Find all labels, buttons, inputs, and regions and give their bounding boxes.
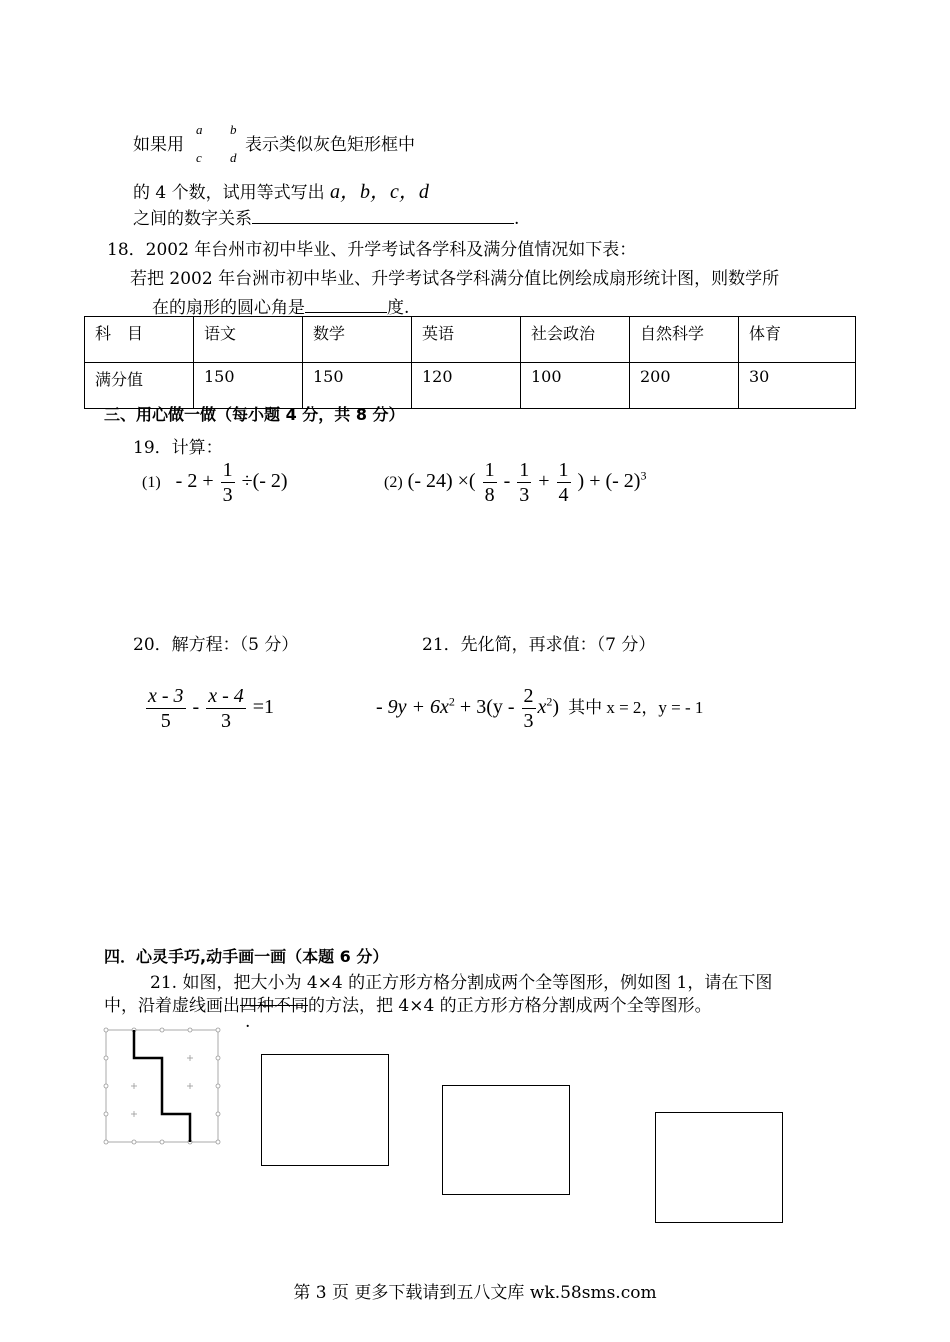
answer-grid-1[interactable] (261, 1054, 390, 1167)
q20-equation: $\frac{x - 3}{5}$ - $\frac{x - 4}{3}$ =1 (148, 685, 275, 732)
matrix-b: b (230, 122, 237, 137)
q21-line1: 21. 如图，把大小为 4×4 的正方形方格分割成两个全等图形，例如图 1，请在下图 (150, 973, 773, 993)
section4-title: 四．心灵手巧,动手画一画（本题 6 分） (104, 947, 389, 966)
q18-line1: 18．2002 年台州市初中毕业、升学考试各学科及满分值情况如下表： (107, 240, 637, 260)
section3-title: 三、用心做一做（每小题 4 分，共 8 分） (104, 405, 405, 424)
q21a-label: 21．先化简，再求值：（7 分） (422, 635, 656, 655)
table-cell: 社会政治 (521, 317, 630, 363)
matrix-a: a (196, 122, 203, 137)
matrix-c: c (196, 150, 202, 165)
table-cell: 200 (630, 363, 739, 409)
answer-grid-3[interactable] (655, 1112, 784, 1224)
table-cell: 科 目 (85, 317, 194, 363)
q17-line2: 的 4 个数，试用等式写出 a，b，c，d (133, 181, 429, 203)
table-cell: 语文 (194, 317, 303, 363)
table-header-row (85, 317, 856, 363)
page-footer: 第 3 页 更多下载请到五八文库 wk.58sms.com (293, 1283, 657, 1303)
fraction: $\frac{2}{3}$ (523, 685, 534, 732)
q18-line2: 若把 2002 年台洲市初中毕业、升学考试各学科满分值比例绘成扇形统计图，则数学所 (130, 269, 780, 289)
q19-label: 19．计算： (133, 438, 223, 458)
matrix-d: d (230, 150, 237, 165)
q17-line1: 如果用 (133, 135, 184, 155)
q17-vars: a，b，c，d (330, 181, 429, 203)
q21a-expression: - $9y + 6x^2 + 3(y$ - $\frac{2}{3}$ $x^2$) 其中 x = 2，y = - 1 (376, 685, 704, 732)
table-cell: 满分值 (85, 363, 194, 409)
table-cell: 数学 (303, 317, 412, 363)
example-figure (103, 1027, 223, 1145)
table-cell: 150 (303, 363, 412, 409)
fraction: $\frac{x - 3}{5}$ (148, 685, 184, 732)
q21-line2: 中，沿着虚线画出四种不同的方法，把 4×4 的正方形方格分割成两个全等图形。 (104, 996, 712, 1016)
q19-part1: (1) - 2 + $\frac{1}{3}$ ÷(- 2) (142, 459, 288, 506)
table-cell: 30 (739, 363, 856, 409)
table-cell: 100 (521, 363, 630, 409)
q17-line1-suffix: 表示类似灰色矩形框中 (245, 135, 415, 155)
example-cut-path (134, 1030, 190, 1142)
q20-label: 20．解方程：（5 分） (133, 635, 299, 655)
fraction: $\frac{x - 4}{3}$ (208, 685, 244, 732)
table-cell: 英语 (412, 317, 521, 363)
fraction: $\frac{1}{3}$ (519, 459, 530, 506)
table-cell: 120 (412, 363, 521, 409)
table-cell: 150 (194, 363, 303, 409)
q19-part2: (2) (- 24) ×( $\frac{1}{8}$ - $\frac{1}{3}$ + $\frac{1}{4}$ ) + (- 2)$^3$ (384, 459, 647, 506)
table-cell: 自然科学 (630, 317, 739, 363)
q18-line3: 在的扇形的圆心角是 度. (152, 298, 410, 318)
q17-answer-blank[interactable] (252, 207, 514, 224)
q18-answer-blank[interactable] (305, 296, 387, 313)
stray-dot: . (245, 1012, 251, 1032)
fraction: $\frac{1}{4}$ (558, 459, 569, 506)
fraction: $\frac{1}{3}$ (222, 459, 233, 506)
fraction: $\frac{1}{8}$ (484, 459, 495, 506)
answer-grid-2[interactable] (442, 1085, 571, 1196)
score-table (84, 316, 856, 409)
q17-line3: 之间的数字关系 . (133, 209, 520, 229)
table-cell: 体育 (739, 317, 856, 363)
